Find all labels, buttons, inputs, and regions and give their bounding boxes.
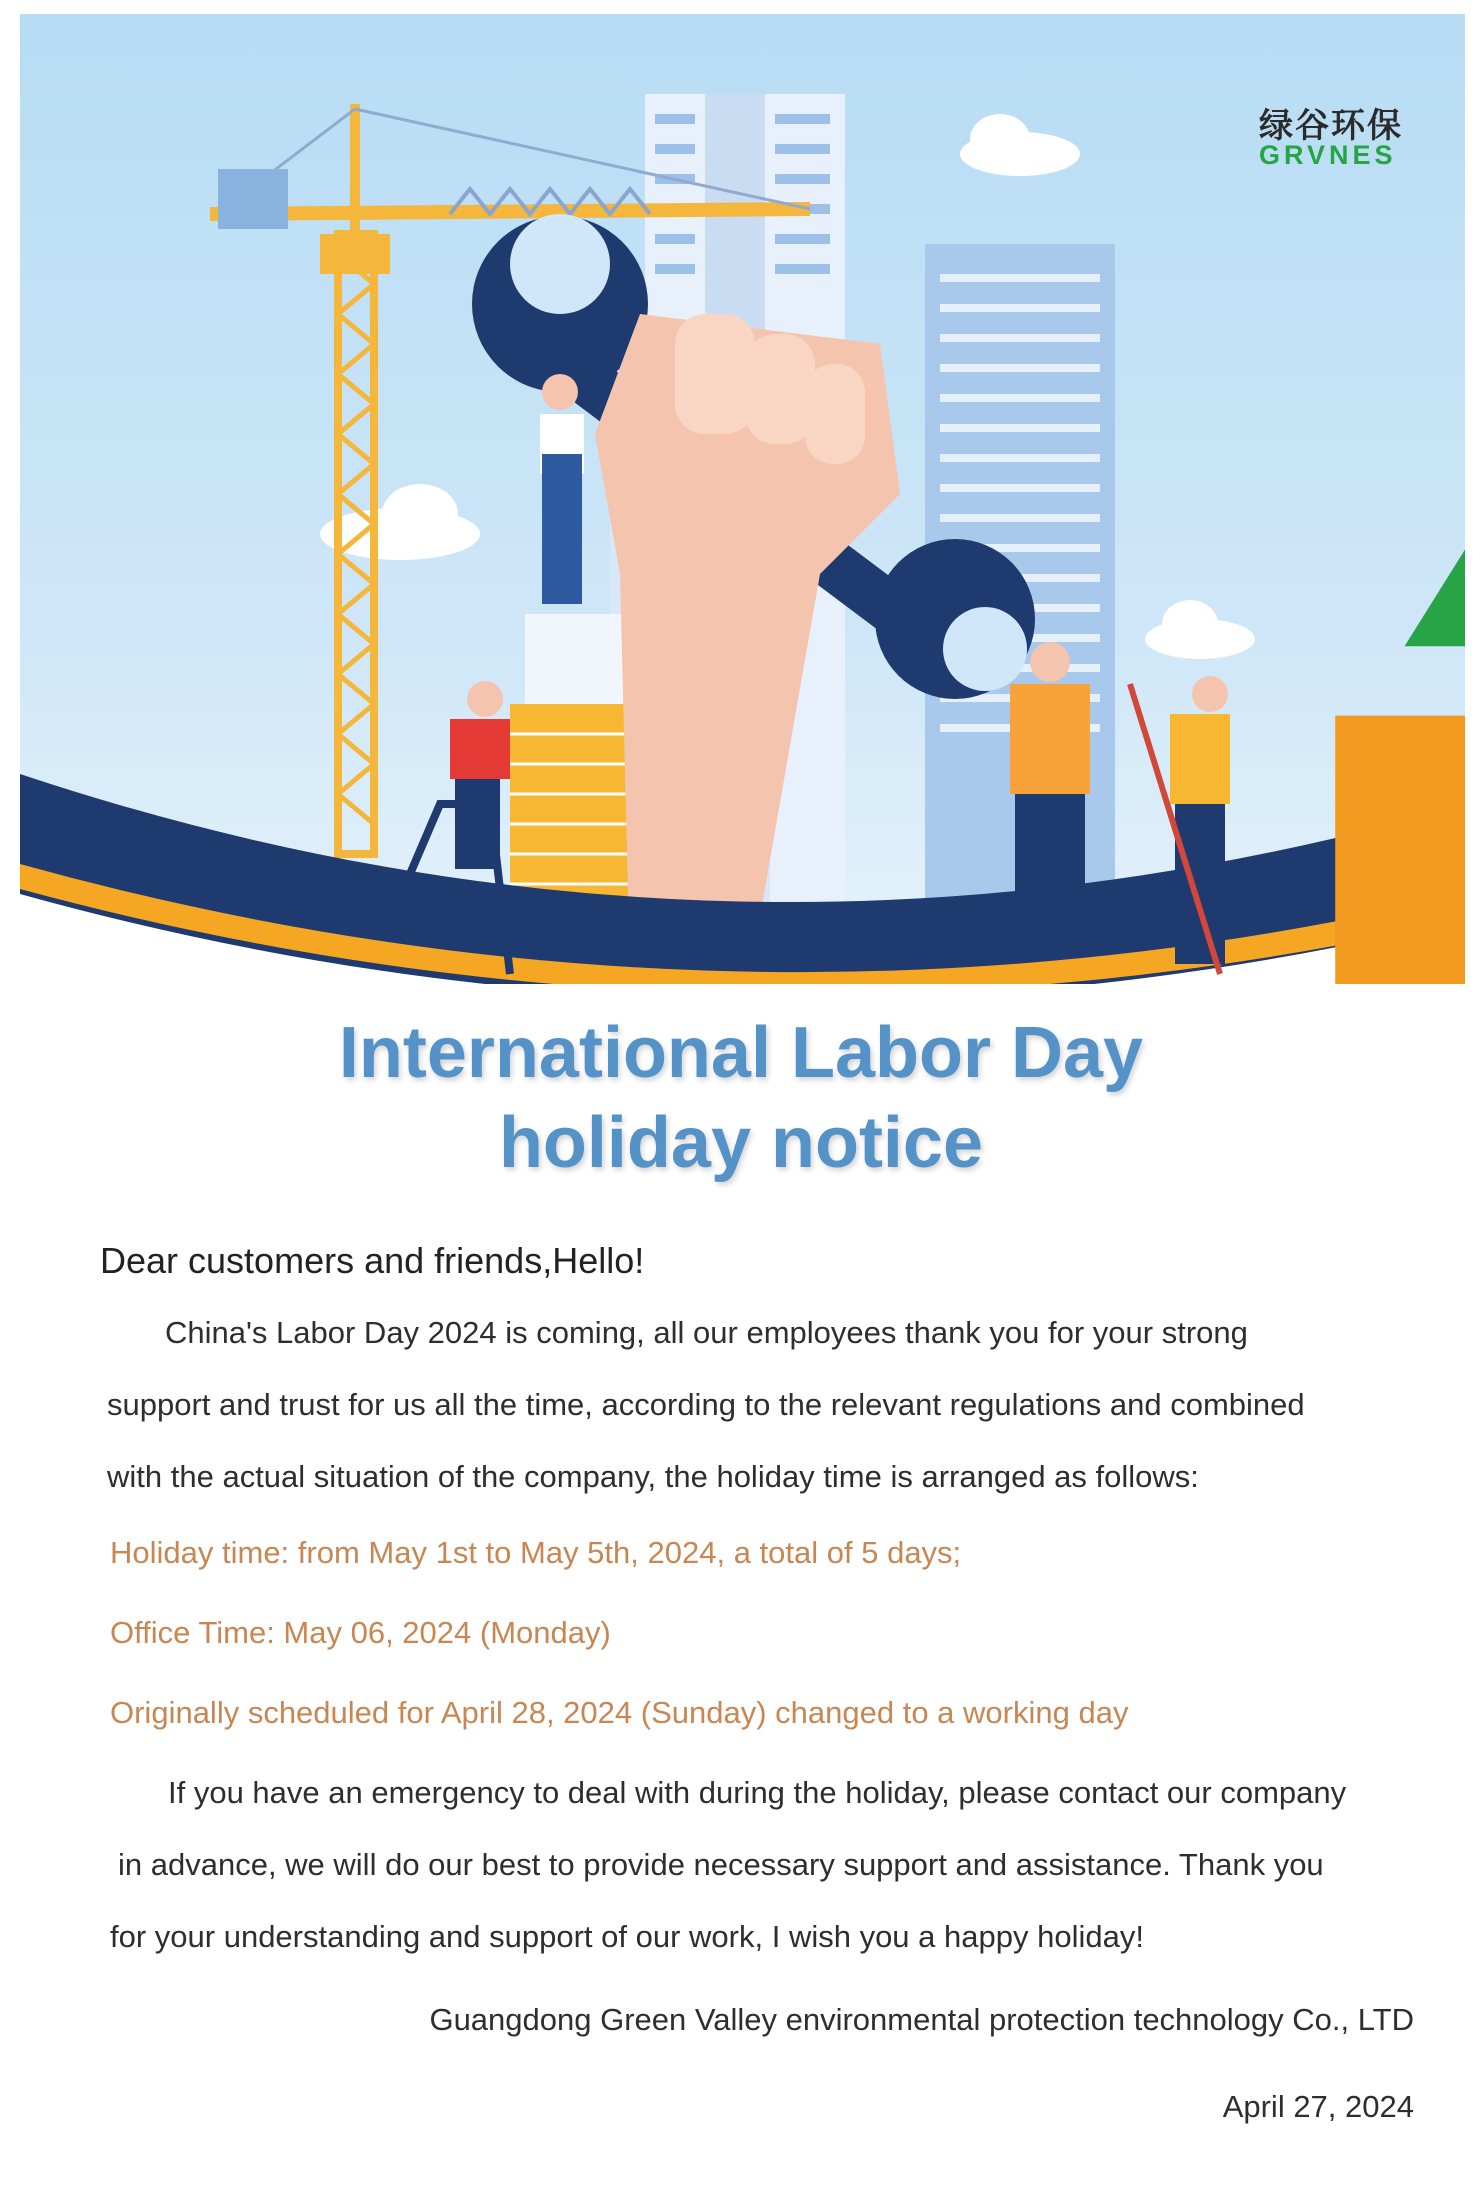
logo-english-name: GRVNES xyxy=(1259,140,1397,170)
logo-mark-icon xyxy=(1167,92,1465,984)
greeting: Dear customers and friends,Hello! xyxy=(100,1240,645,1281)
notice-title-line-2: holiday notice xyxy=(498,1103,984,1183)
worker-on-top xyxy=(540,374,584,604)
worker-pointing xyxy=(1010,642,1090,954)
paragraph1-line-2: support and trust for us all the time, according to the relevant regulations and combined xyxy=(107,1387,1305,1422)
notice-title-line-1: International Labor Day xyxy=(338,1013,1144,1093)
company-signature: Guangdong Green Valley environmental protection technology Co., LTD xyxy=(429,2002,1414,2037)
raised-fist xyxy=(595,314,900,974)
notice-date: April 27, 2024 xyxy=(1222,2089,1414,2124)
hero-illustration xyxy=(20,14,1465,984)
paragraph1-line-1: China's Labor Day 2024 is coming, all our employees thank you for your strong xyxy=(165,1315,1248,1350)
crane-counterweight xyxy=(218,169,288,229)
highlight-office-time: Office Time: May 06, 2024 (Monday) xyxy=(110,1615,611,1650)
highlight-holiday-time: Holiday time: from May 1st to May 5th, 2024, a total of 5 days; xyxy=(110,1535,962,1570)
company-logo xyxy=(1167,92,1427,182)
highlight-working-day: Originally scheduled for April 28, 2024 (Sunday) changed to a working day xyxy=(110,1695,1129,1730)
crane-cab xyxy=(320,234,390,274)
paragraph1-line-3: with the actual situation of the company, the holiday time is arranged as follows: xyxy=(107,1459,1199,1494)
paragraph2-line-2: in advance, we will do our best to provide necessary support and assistance. Thank you xyxy=(118,1847,1324,1882)
paragraph2-line-1: If you have an emergency to deal with during the holiday, please contact our company xyxy=(168,1775,1347,1810)
logo-chinese-name: 绿谷环保 xyxy=(1259,107,1403,145)
paragraph2-line-3: for your understanding and support of our work, I wish you a happy holiday! xyxy=(110,1919,1144,1954)
